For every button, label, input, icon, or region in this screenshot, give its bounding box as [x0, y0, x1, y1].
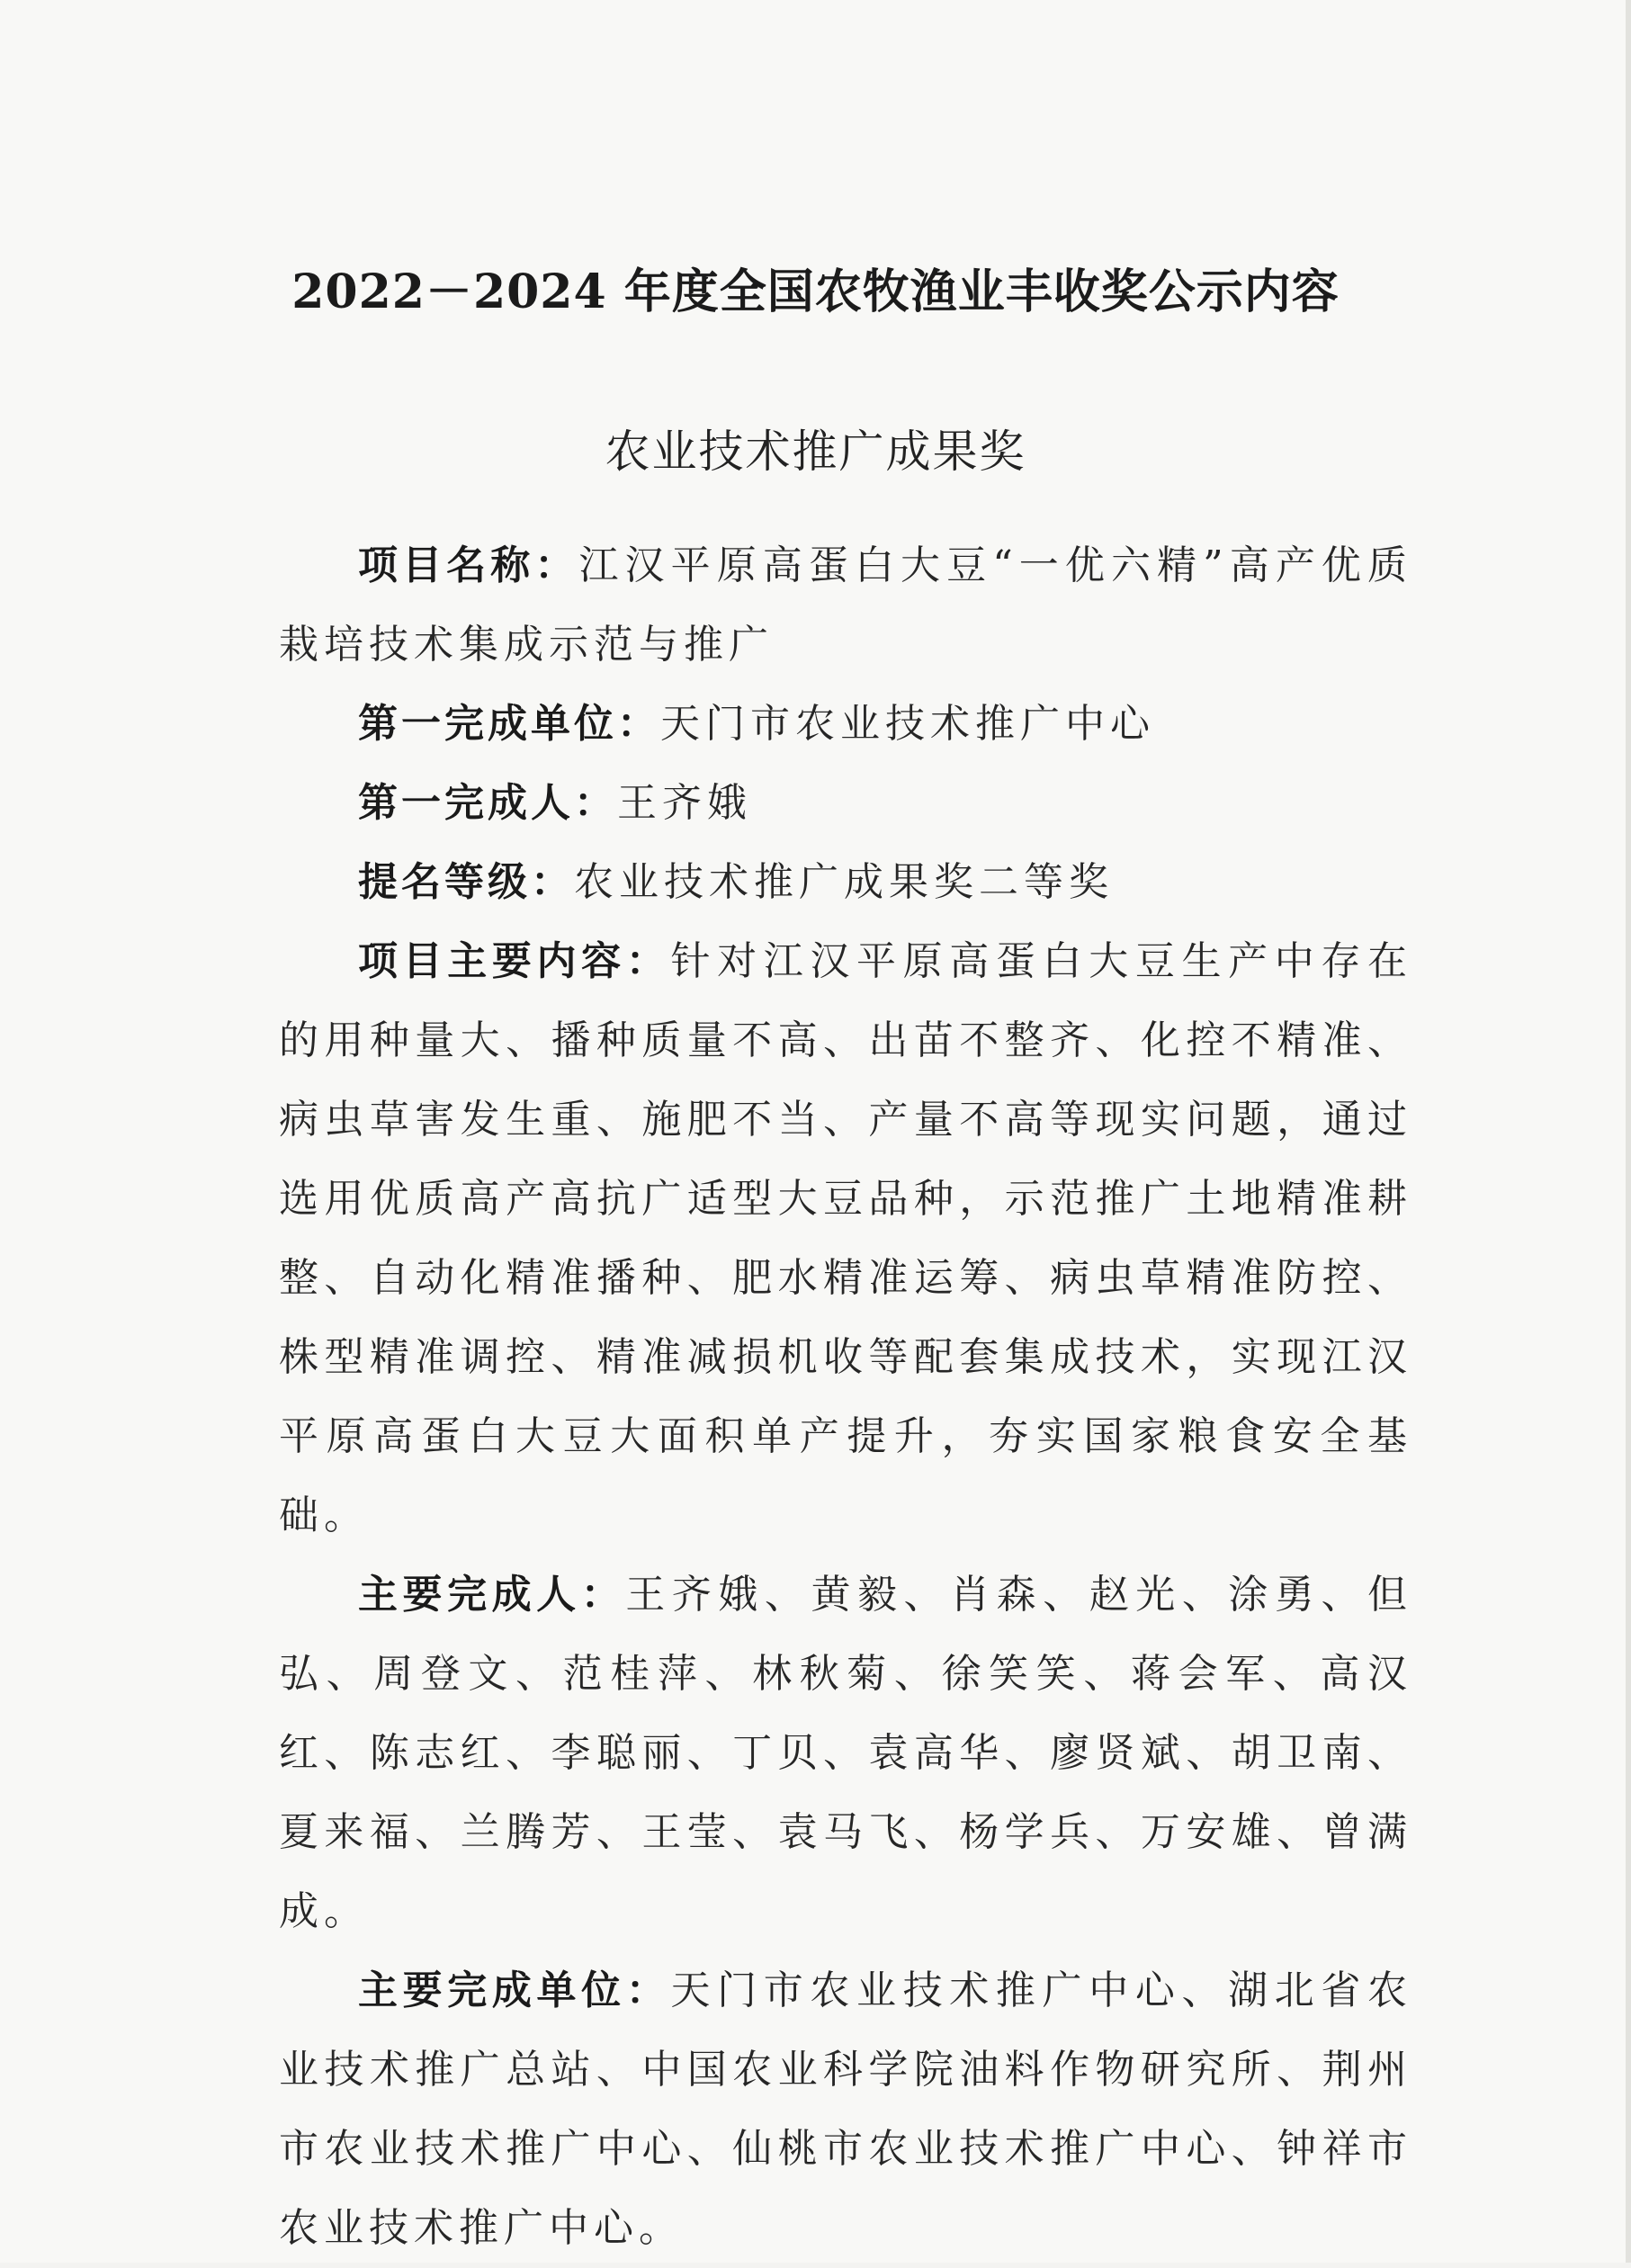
first-person-value: 王齐娥	[617, 780, 752, 826]
first-person-paragraph	[279, 764, 1412, 843]
first-person-label: 第一完成人：	[358, 780, 617, 826]
document-title: 2022－2024 年度全国农牧渔业丰收奖公示内容	[291, 264, 1340, 319]
nomination-level-value: 农业技术推广成果奖二等奖	[574, 859, 1114, 905]
main-persons-label: 主要完成人：	[358, 1572, 626, 1618]
award-category-heading: 农业技术推广成果奖	[605, 426, 1026, 478]
project-name-label: 项目名称：	[358, 542, 579, 588]
main-persons-paragraph	[279, 1555, 1412, 1951]
main-content-value: 针对江汉平原高蛋白大豆生产中存在的用种量大、播种质量不高、出苗不整齐、化控不精准、病虫草害发生重、施肥不当、产量不高等现实问题，通过选用优质高产高抗广适型大豆品种，示范推广土地精准耕整、自动化精准播种、肥水精准运筹、病虫草精准防控、株型精准调控、精准减损机收等配套集成技术，实现江汉平原高蛋白大豆大面积单产提升，夯实国家粮食安全基础。	[279, 938, 1413, 1538]
first-unit-paragraph	[279, 685, 1412, 764]
main-content-paragraph	[279, 922, 1412, 1555]
main-units-label: 主要完成单位：	[358, 1968, 671, 2013]
project-name-value: 江汉平原高蛋白大豆“一优六精”高产优质栽培技术集成示范与推广	[279, 542, 1412, 668]
first-unit-value: 天门市农业技术推广中心	[660, 701, 1155, 747]
document-body	[279, 526, 1412, 2268]
main-units-paragraph	[279, 1951, 1412, 2268]
main-persons-value: 王齐娥、黄毅、肖森、赵光、涂勇、但弘、周登文、范桂萍、林秋菊、徐笑笑、蒋会军、高汉红、陈志红、李聪丽、丁贝、袁高华、廖贤斌、胡卫南、夏来福、兰腾芳、王莹、袁马飞、杨学兵、万安雄、曾满成。	[279, 1572, 1413, 1934]
project-name-paragraph	[279, 526, 1412, 685]
nomination-level-label: 提名等级：	[358, 859, 574, 905]
main-units-value: 天门市农业技术推广中心、湖北省农业技术推广总站、中国农业科学院油料作物研究所、荆州市农业技术推广中心、仙桃市农业技术推广中心、钟祥市农业技术推广中心。	[279, 1968, 1413, 2251]
main-content-label: 项目主要内容：	[358, 938, 671, 984]
nomination-level-paragraph	[279, 843, 1412, 922]
first-unit-label: 第一完成单位：	[358, 701, 660, 747]
